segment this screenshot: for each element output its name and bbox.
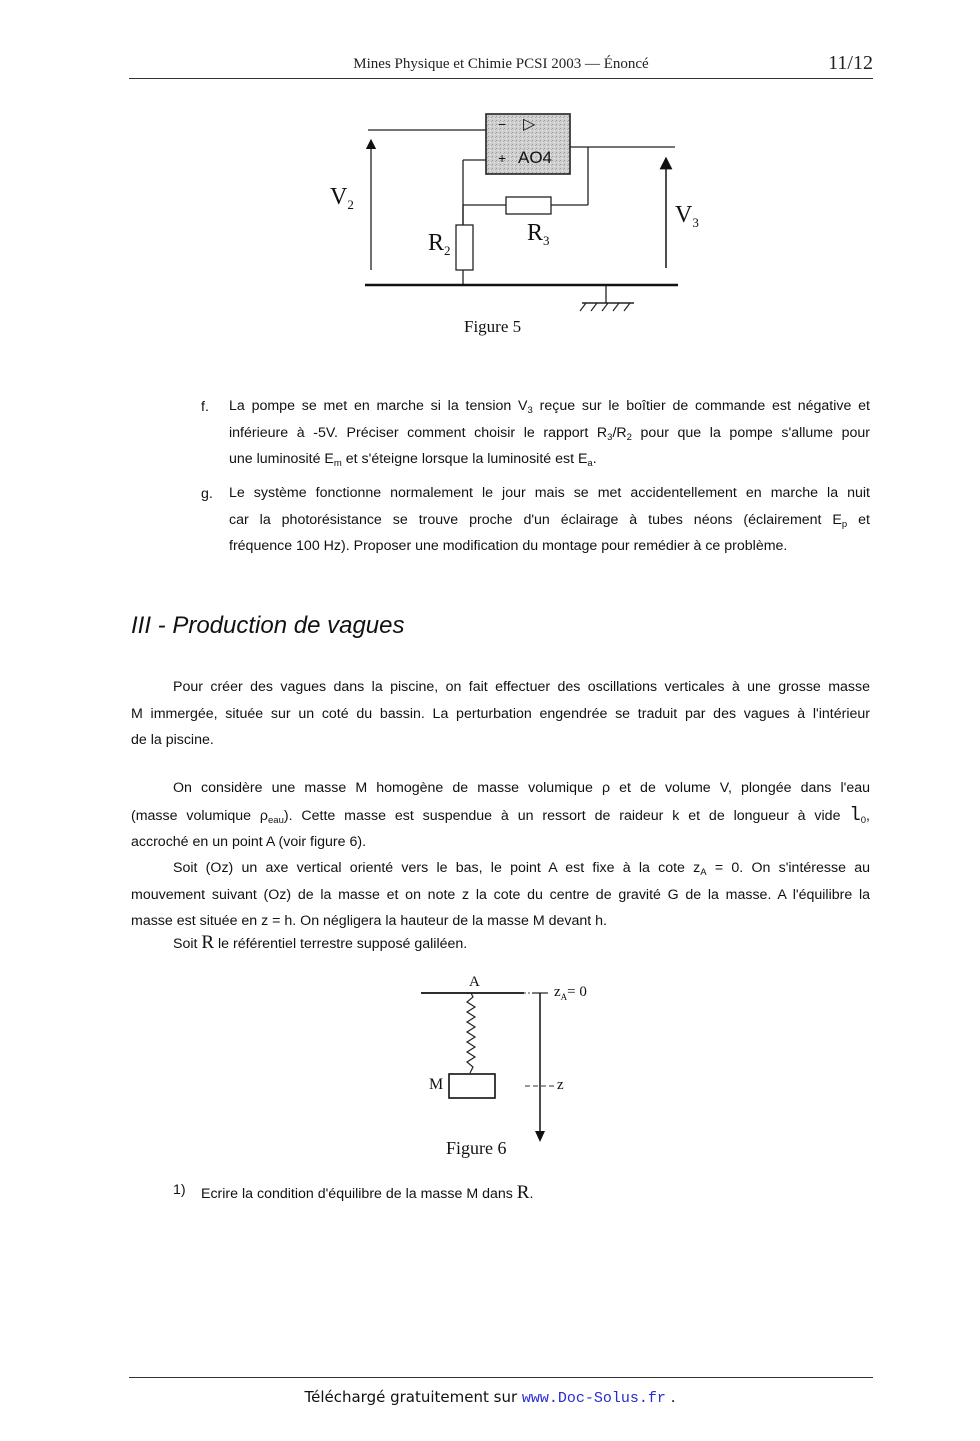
page-footer: Téléchargé gratuitement sur www.Doc-Solus.fr . (304, 1388, 676, 1407)
question-g-line-2: car la photorésistance se trouve proche d'un éclairage à tubes néons (éclairement $E_p$ et (229, 511, 870, 530)
page-number: 11/12 (828, 52, 873, 74)
doc-solus-link[interactable]: www.Doc-Solus.fr (521, 1390, 666, 1407)
question-g-line-1: Le système fonctionne normalement le jour mais se met accidentellement en marche la nuit (229, 485, 870, 501)
resistor-r2 (456, 225, 473, 270)
label-z: z (557, 1077, 564, 1093)
question-f-line-3: une luminosité $E_m$ et s'éteigne lorsque la luminosité est $E_a$. (229, 451, 597, 469)
opamp-plus-sign: + (498, 150, 507, 166)
opamp-label: AO4 (518, 148, 553, 167)
question-g-label: g. (201, 486, 213, 502)
intro-line-1: Pour créer des vagues dans la piscine, on fait effectuer des oscillations verticales à une grosse masse (173, 679, 870, 695)
opamp-triangle-icon: ▷ (523, 114, 536, 133)
question-g-text (229, 480, 870, 560)
question-f-line-1: La pompe se met en marche si la tension $V_3$ reçue sur le boîtier de commande est négative et (229, 398, 870, 416)
figure-6-caption: Figure 6 (446, 1138, 507, 1158)
intro-line-3: de la piscine. (131, 732, 214, 748)
question-f-label: f. (201, 399, 209, 415)
question-f-line-2: inférieure à -5V. Préciser comment choisir le rapport $R_3/R_2$ pour que la pompe s'allume pour (229, 424, 870, 443)
label-mass-m: M (429, 1076, 444, 1093)
paragraph-referential (173, 930, 873, 958)
p2-line-1: On considère une masse M homogène de masse volumique ρ et de volume V, plongée dans l'eau (173, 780, 870, 796)
label-r3: $R_3$ (527, 220, 550, 248)
figure-6-mass-spring (400, 965, 620, 1165)
mass-spring-diagram (400, 965, 620, 1165)
resistor-r3 (506, 197, 551, 214)
intro-line-2: M immergée, située sur un coté du bassin. La perturbation engendrée se traduit par des vagues à l'intérieur (131, 705, 870, 722)
question-1-label: 1) (173, 1182, 186, 1198)
label-r2: $R_2$ (428, 230, 451, 258)
figure-5-caption: Figure 5 (464, 317, 522, 336)
question-1-text: Ecrire la condition d'équilibre de la masse M dans R. (201, 1182, 534, 1203)
p4-line: Soit R le référentiel terrestre supposé galiléen. (173, 932, 468, 953)
label-point-a: A (469, 974, 480, 990)
label-v2: $V_2$ (330, 184, 354, 212)
paragraph-axis (131, 855, 870, 935)
section-title: III - Production de vagues (131, 612, 405, 639)
mass-block (449, 1074, 495, 1098)
label-za: $z_A= 0$ (554, 984, 587, 1002)
question-f-text (229, 393, 870, 473)
question-g-line-3: fréquence 100 Hz). Proposer une modification du montage pour remédier à ce problème. (229, 538, 788, 554)
paragraph-intro (131, 674, 870, 754)
spring (467, 993, 475, 1073)
p3-line-1: Soit (Oz) un axe vertical orienté vers le bas, le point A est fixe à la cote $z_A = 0$. On s'intéresse au (173, 860, 870, 878)
p3-line-2: mouvement suivant (Oz) de la masse et on note z la cote du centre de gravité G de la masse. A l'équilibre la (131, 886, 870, 903)
circuit-diagram (320, 100, 700, 350)
p2-line-3: accroché en un point A (voir figure 6). (131, 834, 367, 850)
header-title: Mines Physique et Chimie PCSI 2003 — Énoncé (353, 56, 649, 72)
figure-5-circuit (320, 100, 700, 350)
paragraph-mass-description (131, 775, 870, 856)
label-v3: $V_3$ (675, 202, 699, 230)
opamp-minus-sign: − (498, 116, 507, 132)
footer-rule (129, 1377, 873, 1378)
p2-line-2: (masse volumique $\rho_{eau}$). Cette masse est suspendue à un ressort de raideur k et de longueur à vide $l_0$, (131, 803, 870, 826)
page-header (129, 52, 873, 79)
p3-line-3: masse est située en z = h. On négligera la hauteur de la masse M devant h. (131, 913, 607, 929)
